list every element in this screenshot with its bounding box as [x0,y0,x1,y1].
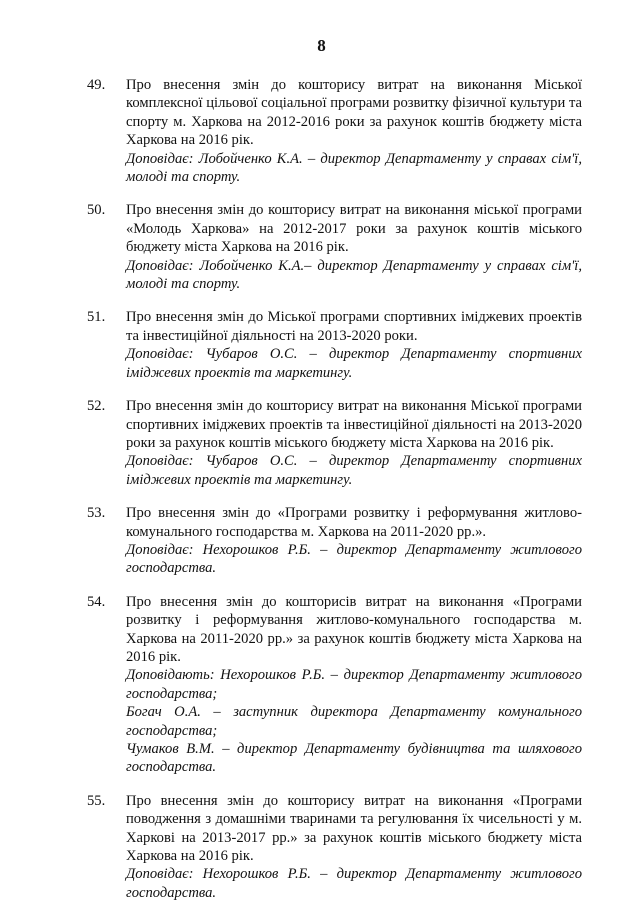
agenda-item-title: Про внесення змін до кошторису витрат на виконання міської програми «Молодь Харкова» на 2012-2017 роки за рахунок коштів міського бюджету міста Харкова на 2016 рік. [126,202,582,256]
agenda-item [88,397,582,489]
agenda-item-title: Про внесення змін до «Програми розвитку і реформування житлово-комунального господарства м. Харкова на 2011-2020 рр.». [126,505,582,540]
agenda-item [88,308,582,382]
agenda-item-speaker: Доповідає: Чубаров О.С. – директор Департаменту спортивних іміджевих проектів та маркетингу. [126,453,582,488]
agenda-item-body [126,201,582,293]
agenda-item-number: 55. [87,792,106,809]
page-number: 8 [317,36,326,55]
agenda-item-title: Про внесення змін до Міської програми спортивних іміджевих проектів та інвестиційної діяльності на 2013-2020 роки. [126,309,582,344]
agenda-item-body [126,593,582,777]
agenda-item-title: Про внесення змін до кошторису витрат на виконання Міської комплексної цільової соціальної програми розвитку фізичної культури та спорту м. Харкова на 2012-2016 роки за рахунок коштів бюджету міста Харкова на 2016 рік. [126,77,582,149]
agenda-item [88,504,582,578]
agenda-item-body [126,76,582,186]
agenda-item [88,593,582,777]
agenda-item-title: Про внесення змін до кошторису витрат на виконання «Програми поводження з домашніми тваринами та регулювання їх чисельності у м. Харкові на 2013-2017 рр.» за рахунок коштів міського бюджету міста Харкова на 2016 рік. [126,792,582,865]
agenda-item-speaker: Чумаков В.М. – директор Департаменту будівництва та шляхового господарства. [126,741,582,776]
agenda-item-title: Про внесення змін до кошторисів витрат на виконання «Програми розвитку і реформування житлово-комунального господарства м. Харкова на 2011-2020 рр.» за рахунок коштів бюджету міста Харкова на 2016 рік. [126,593,582,665]
agenda-item-body [126,308,582,382]
agenda-item-number: 50. [87,202,106,219]
agenda-item-speaker: Доповідають: Нехорошков Р.Б. – директор Департаменту житлового господарства; [126,667,582,702]
agenda-item-body [126,792,582,902]
agenda-item-title: Про внесення змін до кошторису витрат на виконання Міської програми спортивних іміджевих проектів та інвестиційної діяльності на 2013-2020 роки за рахунок коштів міського бюджету міста Харкова на 2016 рік. [126,398,582,451]
agenda-item-body [126,397,582,489]
agenda-item-number: 54. [87,593,106,610]
agenda-item-speaker: Доповідає: Лобойченко К.А. – директор Департаменту у справах сім'ї, молоді та спорту. [126,150,582,186]
agenda-item-number: 53. [87,505,106,522]
agenda-item-number: 49. [87,77,106,93]
agenda-item-speaker: Доповідає: Нехорошков Р.Б. – директор Департаменту житлового господарства. [126,541,582,577]
agenda-item [88,792,582,902]
agenda-item-speaker: Доповідає: Чубаров О.С. – директор Департаменту спортивних іміджевих проектів та маркетингу. [126,346,582,381]
agenda-item-number: 51. [87,309,106,326]
agenda-item-number: 52. [87,398,106,415]
agenda-item-body [126,504,582,578]
agenda-item-speaker: Доповідає: Нехорошков Р.Б. – директор Департаменту житлового господарства. [126,866,582,901]
agenda-item-speaker: Богач О.А. – заступник директора Департаменту комунального господарства; [126,704,582,739]
agenda-item [88,76,582,186]
agenda-list [88,76,582,917]
agenda-item-speaker: Доповідає: Лобойченко К.А.– директор Департаменту у справах сім'ї, молоді та спорту. [126,257,582,293]
agenda-item [88,201,582,293]
